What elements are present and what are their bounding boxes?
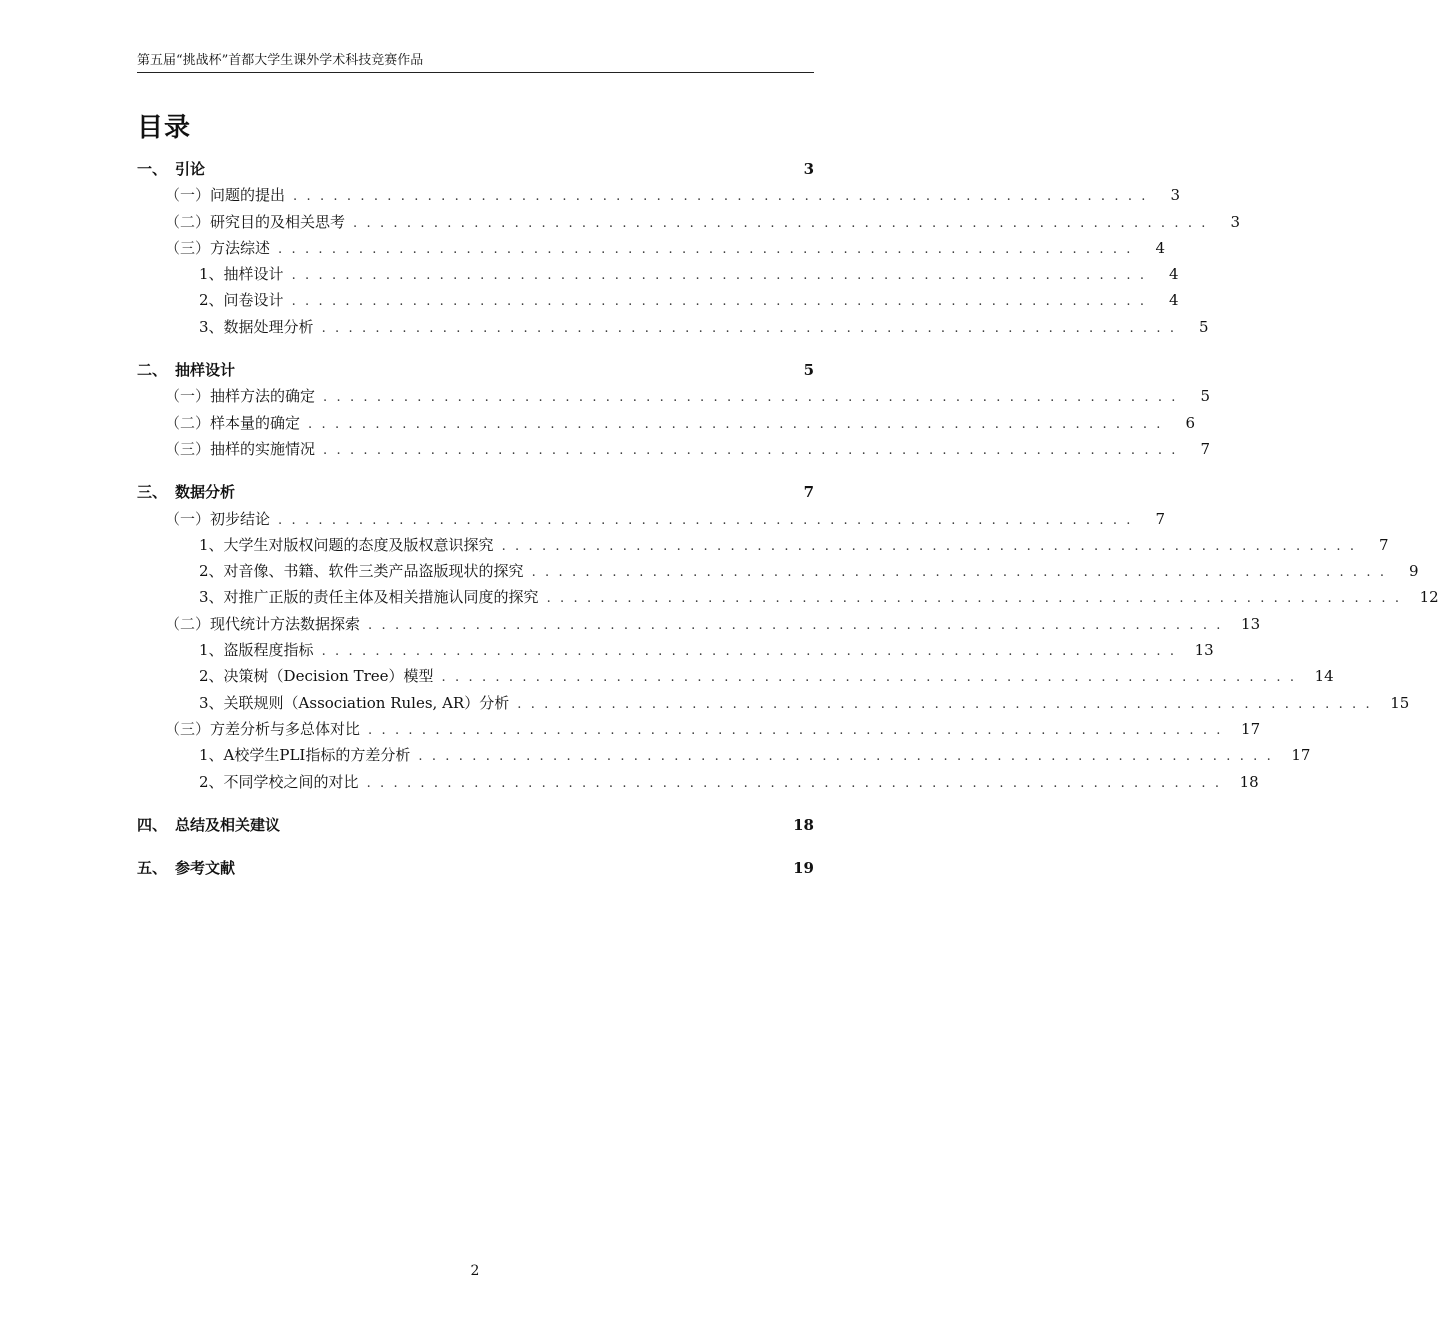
- dot-leader: . . . . . . . . . . . . . . . . . . . . . . . . . . . . . . . . . . . . . . . . . . . . . . . . . . . . . . . . . . . . . . . .: [501, 538, 1357, 554]
- toc-section-2[interactable]: 二、 抽样设计 5: [137, 357, 814, 383]
- toc-entry-title: 数据分析: [175, 483, 236, 502]
- toc-page-number: 18: [793, 815, 814, 834]
- dot-leader: . . . . . . . . . . . . . . . . . . . . . . . . . . . . . . . . . . . . . . . . . . . . . . . . . . . . . . . . . . . . . . . .: [368, 722, 1224, 738]
- toc-entry-title: 样本量的确定: [210, 413, 301, 432]
- toc-entry[interactable]: （三） 抽样的实施情况 . . . . . . . . . . . . . . . . . . . . . . . . . . . . . . . . . . . . . . . . . . . . . . . . . . . . . . . . . . . . . . . . 7: [137, 436, 814, 462]
- toc-entry[interactable]: （一） 初步结论 . . . . . . . . . . . . . . . . . . . . . . . . . . . . . . . . . . . . . . . . . . . . . . . . . . . . . . . . . . . . . . . . 7: [137, 506, 814, 532]
- toc-entry-title: 方差分析与多总体对比: [210, 719, 361, 738]
- dot-leader: . . . . . . . . . . . . . . . . . . . . . . . . . . . . . . . . . . . . . . . . . . . . . . . . . . . . . . . . . . . . . . . .: [531, 565, 1387, 581]
- toc-entry[interactable]: 2、 决策树（Decision Tree）模型 . . . . . . . . . . . . . . . . . . . . . . . . . . . . . . . . . . . . . . . . . . . . . . . . . . . . . . . . . . . . . . . . 14: [137, 663, 814, 689]
- toc-page-number: 3: [1170, 186, 1181, 205]
- toc-entry-title: 决策树（Decision Tree）模型: [223, 667, 434, 686]
- dot-leader: . . . . . . . . . . . . . . . . . . . . . . . . . . . . . . . . . . . . . . . . . . . . . . . . . . . . . . . . . . . . . . . .: [323, 442, 1179, 458]
- toc-entry[interactable]: （一） 抽样方法的确定 . . . . . . . . . . . . . . . . . . . . . . . . . . . . . . . . . . . . . . . . . . . . . . . . . . . . . . . . . . . . . . . . 5: [137, 383, 814, 409]
- toc-entry-title: 引论: [175, 160, 206, 178]
- toc-entry-title: 不同学校之间的对比: [223, 772, 359, 791]
- toc-page-number: 14: [1314, 667, 1334, 686]
- toc-entry[interactable]: 2、 对音像、书籍、软件三类产品盗版现状的探究 . . . . . . . . . . . . . . . . . . . . . . . . . . . . . . . . . . . . . . . . . . . . . . . . . . . . . . . . . . . . . . . . 9: [137, 558, 814, 584]
- toc-page-number: 4: [1155, 238, 1166, 257]
- toc-page-number: 17: [1241, 719, 1261, 738]
- toc-page-number: 7: [803, 483, 814, 502]
- toc-page-number: 4: [1169, 291, 1179, 310]
- dot-leader: . . . . . . . . . . . . . . . . . . . . . . . . . . . . . . . . . . . . . . . . . . . . . . . . . . . . . . . . . . . . . . . .: [368, 617, 1224, 633]
- toc-entry-title: 参考文献: [175, 859, 236, 878]
- toc-page-number: 5: [1199, 317, 1209, 336]
- toc-page-number: 3: [1230, 212, 1241, 231]
- dot-leader: . . . . . . . . . . . . . . . . . . . . . . . . . . . . . . . . . . . . . . . . . . . . . . . . . . . . . . . . . . . . . . . .: [278, 241, 1134, 257]
- dot-leader: . . . . . . . . . . . . . . . . . . . . . . . . . . . . . . . . . . . . . . . . . . . . . . . . . . . . . . . . . . . . . . . .: [321, 320, 1177, 336]
- toc-page-number: 5: [1200, 387, 1211, 406]
- toc-entry-title: 对音像、书籍、软件三类产品盗版现状的探究: [223, 562, 524, 581]
- toc-page-number: 13: [1194, 641, 1214, 660]
- toc-page-number: 3: [803, 160, 814, 178]
- toc-entry[interactable]: （一） 问题的提出 . . . . . . . . . . . . . . . . . . . . . . . . . . . . . . . . . . . . . . . . . . . . . . . . . . . . . . . . . . . . . . . . 3: [137, 182, 814, 208]
- dot-leader: . . . . . . . . . . . . . . . . . . . . . . . . . . . . . . . . . . . . . . . . . . . . . . . . . . . . . . . . . . . . . . . .: [441, 670, 1297, 686]
- toc-page-number: 5: [803, 361, 814, 380]
- dot-leader: . . . . . . . . . . . . . . . . . . . . . . . . . . . . . . . . . . . . . . . . . . . . . . . . . . . . . . . . . . . . . . . .: [366, 775, 1222, 791]
- toc-entry-title: 盗版程度指标: [223, 641, 314, 660]
- page-number: 2: [470, 1263, 480, 1279]
- toc-section-4[interactable]: 四、 总结及相关建议 18: [137, 812, 814, 838]
- toc-entry[interactable]: 1、 抽样设计 . . . . . . . . . . . . . . . . . . . . . . . . . . . . . . . . . . . . . . . . . . . . . . . . . . . . . . . . . . . . . . . . 4: [137, 261, 814, 287]
- toc-entry-title: 对推广正版的责任主体及相关措施认同度的探究: [223, 588, 539, 607]
- toc-entry-title: 问卷设计: [223, 291, 284, 310]
- toc-entry[interactable]: （二） 研究目的及相关思考 . . . . . . . . . . . . . . . . . . . . . . . . . . . . . . . . . . . . . . . . . . . . . . . . . . . . . . . . . . . . . . . . 3: [137, 209, 814, 235]
- dot-leader: . . . . . . . . . . . . . . . . . . . . . . . . . . . . . . . . . . . . . . . . . . . . . . . . . . . . . . . . . . . . . . . .: [293, 189, 1149, 205]
- toc-entry[interactable]: 3、 关联规则（Association Rules, AR）分析 . . . . . . . . . . . . . . . . . . . . . . . . . . . . . . . . . . . . . . . . . . . . . . . . . . . . . . . . . . . . . . . . 15: [137, 690, 814, 716]
- toc-entry[interactable]: （二） 现代统计方法数据探索 . . . . . . . . . . . . . . . . . . . . . . . . . . . . . . . . . . . . . . . . . . . . . . . . . . . . . . . . . . . . . . . . 13: [137, 611, 814, 637]
- dot-leader: . . . . . . . . . . . . . . . . . . . . . . . . . . . . . . . . . . . . . . . . . . . . . . . . . . . . . . . . . . . . . . . .: [517, 696, 1373, 712]
- toc-page-number: 13: [1241, 614, 1261, 633]
- toc-entry-title: 大学生对版权问题的态度及版权意识探究: [223, 535, 494, 554]
- toc-entry-title: 关联规则（Association Rules, AR）分析: [223, 693, 510, 712]
- toc-entry-title: 抽样设计: [175, 361, 236, 380]
- toc-page-number: 17: [1291, 746, 1311, 765]
- toc-page-number: 4: [1169, 265, 1179, 284]
- toc-page-number: 6: [1185, 413, 1196, 432]
- toc-page-number: 15: [1390, 693, 1410, 712]
- dot-leader: . . . . . . . . . . . . . . . . . . . . . . . . . . . . . . . . . . . . . . . . . . . . . . . . . . . . . . . . . . . . . . . .: [278, 512, 1134, 528]
- toc-entry-title: 抽样的实施情况: [210, 439, 316, 458]
- toc-entry-title: 总结及相关建议: [175, 815, 281, 834]
- toc-entry-title: 初步结论: [210, 509, 271, 528]
- toc-entry-title: 问题的提出: [210, 186, 286, 205]
- toc-entry[interactable]: （三） 方法综述 . . . . . . . . . . . . . . . . . . . . . . . . . . . . . . . . . . . . . . . . . . . . . . . . . . . . . . . . . . . . . . . . 4: [137, 235, 814, 261]
- toc-entry[interactable]: 3、 数据处理分析 . . . . . . . . . . . . . . . . . . . . . . . . . . . . . . . . . . . . . . . . . . . . . . . . . . . . . . . . . . . . . . . . 5: [137, 314, 814, 340]
- dot-leader: . . . . . . . . . . . . . . . . . . . . . . . . . . . . . . . . . . . . . . . . . . . . . . . . . . . . . . . . . . . . . . . .: [418, 749, 1274, 765]
- toc-entry[interactable]: 1、 盗版程度指标 . . . . . . . . . . . . . . . . . . . . . . . . . . . . . . . . . . . . . . . . . . . . . . . . . . . . . . . . . . . . . . . . 13: [137, 637, 814, 663]
- toc-entry-title: 抽样方法的确定: [210, 387, 316, 406]
- toc-entry[interactable]: 2、 不同学校之间的对比 . . . . . . . . . . . . . . . . . . . . . . . . . . . . . . . . . . . . . . . . . . . . . . . . . . . . . . . . . . . . . . . . 18: [137, 769, 814, 795]
- dot-leader: . . . . . . . . . . . . . . . . . . . . . . . . . . . . . . . . . . . . . . . . . . . . . . . . . . . . . . . . . . . . . . . .: [291, 294, 1147, 310]
- dot-leader: . . . . . . . . . . . . . . . . . . . . . . . . . . . . . . . . . . . . . . . . . . . . . . . . . . . . . . . . . . . . . . . .: [321, 644, 1177, 660]
- dot-leader: . . . . . . . . . . . . . . . . . . . . . . . . . . . . . . . . . . . . . . . . . . . . . . . . . . . . . . . . . . . . . . . .: [546, 591, 1402, 607]
- toc-entry-title: A校学生PLI指标的方差分析: [223, 746, 411, 765]
- toc-entry[interactable]: 1、 A校学生PLI指标的方差分析 . . . . . . . . . . . . . . . . . . . . . . . . . . . . . . . . . . . . . . . . . . . . . . . . . . . . . . . . . . . . . . . . 17: [137, 742, 814, 768]
- toc-page-number: 19: [793, 859, 814, 878]
- toc-entry-title: 数据处理分析: [223, 317, 314, 336]
- toc-entry-title: 研究目的及相关思考: [210, 212, 346, 231]
- toc-page-number: 7: [1155, 509, 1166, 528]
- toc-entry-title: 抽样设计: [223, 265, 284, 284]
- running-header: 第五届“挑战杯”首都大学生课外学术科技竞赛作品: [137, 52, 814, 73]
- toc-page-number: 7: [1379, 535, 1389, 554]
- table-of-contents: [137, 156, 1439, 881]
- toc-page-number: 12: [1419, 588, 1439, 607]
- toc-entry-title: 现代统计方法数据探索: [210, 614, 361, 633]
- dot-leader: . . . . . . . . . . . . . . . . . . . . . . . . . . . . . . . . . . . . . . . . . . . . . . . . . . . . . . . . . . . . . . . .: [291, 268, 1147, 284]
- dot-leader: . . . . . . . . . . . . . . . . . . . . . . . . . . . . . . . . . . . . . . . . . . . . . . . . . . . . . . . . . . . . . . . .: [353, 215, 1209, 231]
- toc-entry[interactable]: （三） 方差分析与多总体对比 . . . . . . . . . . . . . . . . . . . . . . . . . . . . . . . . . . . . . . . . . . . . . . . . . . . . . . . . . . . . . . . . 17: [137, 716, 814, 742]
- toc-page-number: 7: [1200, 439, 1211, 458]
- toc-entry[interactable]: 1、 大学生对版权问题的态度及版权意识探究 . . . . . . . . . . . . . . . . . . . . . . . . . . . . . . . . . . . . . . . . . . . . . . . . . . . . . . . . . . . . . . . . 7: [137, 532, 814, 558]
- toc-entry[interactable]: 2、 问卷设计 . . . . . . . . . . . . . . . . . . . . . . . . . . . . . . . . . . . . . . . . . . . . . . . . . . . . . . . . . . . . . . . . 4: [137, 287, 814, 313]
- toc-page-number: 18: [1239, 772, 1259, 791]
- toc-page-number: 9: [1409, 562, 1419, 581]
- toc-entry[interactable]: （二） 样本量的确定 . . . . . . . . . . . . . . . . . . . . . . . . . . . . . . . . . . . . . . . . . . . . . . . . . . . . . . . . . . . . . . . . 6: [137, 410, 814, 436]
- dot-leader: . . . . . . . . . . . . . . . . . . . . . . . . . . . . . . . . . . . . . . . . . . . . . . . . . . . . . . . . . . . . . . . .: [323, 390, 1179, 406]
- toc-title: 目录: [137, 113, 192, 143]
- dot-leader: . . . . . . . . . . . . . . . . . . . . . . . . . . . . . . . . . . . . . . . . . . . . . . . . . . . . . . . . . . . . . . . .: [308, 416, 1164, 432]
- toc-section-5[interactable]: 五、 参考文献 19: [137, 855, 814, 881]
- toc-entry[interactable]: 3、 对推广正版的责任主体及相关措施认同度的探究 . . . . . . . . . . . . . . . . . . . . . . . . . . . . . . . . . . . . . . . . . . . . . . . . . . . . . . . . . . . . . . . . 12: [137, 584, 814, 610]
- toc-section-3[interactable]: 三、 数据分析 7: [137, 479, 814, 505]
- toc-section-1[interactable]: 一、 引论 3: [137, 156, 814, 182]
- toc-entry-title: 方法综述: [210, 238, 271, 257]
